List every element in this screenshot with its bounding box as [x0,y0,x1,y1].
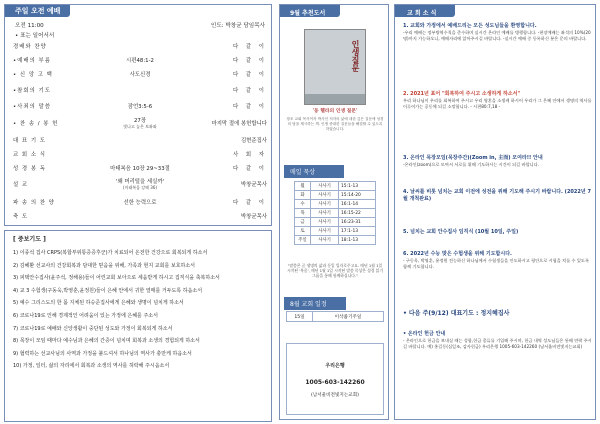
worship-leader: 인도: 박창균 담임목사 [210,23,265,29]
prayer-item: 1) 이종석 집사 CRPS(복합부위통증증후군)가 치료되어 온전한 건강으로 회복되게 하소서 [13,250,208,256]
book-cover-image [304,29,366,105]
book-description: 창조 교회 목사이자 박사인 저자의 삶에 대한 깊은 질문에 성경의 답을 제시하는 책. 인생 중대한 질문들을 해결할 수 있도록 하였습니다. [286,117,384,131]
prayer-item: 4) 교 3 수험생(구동욱,박영훈,윤정원)들이 은혜 안에서 귀한 열매를 거두도록 하옵소서 [13,287,203,294]
worship-row: 설 교 '왜 머리털을 세실까' (마태복음 강해 36) 박창균목사 [13,179,267,190]
prayer-item: 6) 코로나19로 인해 경제적인 어려움이 있는 가정에 은혜를 주소서 [13,312,158,319]
worship-time: 오전 11:00 [15,23,44,29]
worship-row: 교 회 소 식 사 회 자 [13,152,267,158]
worship-row: • 찬 송 / 봉 헌 27장 빛나고 높은 보좌와 마지막 절에 봉헌합니다 [13,118,267,129]
book-title: 인생질문 [351,40,360,72]
meal-table [294,181,376,245]
prayer-box [4,230,272,422]
news-header: 교 회 소 식 [395,5,455,17]
prayer-title: [ 중보기도 ] [13,236,46,243]
worship-row: 파 송 의 찬 양 선한 능력으로 다 같 이 [13,200,267,206]
news-column [394,4,596,420]
middle-column [279,4,389,420]
worship-row: 성 경 봉 독 마태복음 10장 29~33절 다 같 이 [13,166,267,172]
worship-row: •예배의 부름 시편48:1-2 다 같 이 [13,58,267,64]
table-row: 수 사사기 16:1-14 [295,200,376,209]
news-item: 1. 교회와 가정에서 예배드리는 모든 성도님들을 환영합니다. -우리 예배는 정부방역수칙을 준수하며 실시간 온라인 예배를 병행합니다. -현장예배는 좌석의 10%(20명)까지 가능하오니, 예배자리에 앉아주시길 바랍니다. -실시간 예배 중 등록하신 분은 문의 바랍니다. [403,23,591,41]
worship-subtitle: • 표는 일어서서 [15,33,55,39]
table-row: 주일 사사기 18:1-13 [295,236,376,245]
table-row: 화 사사기 15:14-20 [295,191,376,200]
donation-box [286,343,384,415]
prayer-item: 10) 가정, 일터, 삶의 자리에서 회복과 소생의 역사를 허락해 주시옵소서 [13,363,170,370]
news-item: 2. 2021년 표어 "회복하여 주시고 소생하게 하소서" 우리 하나님이 우리를 회복하여 주시고 우리 영혼을 소생케 하시어 우리가 그 은혜 안에서 생명의 역사를 이루어가는 공동체 되길 소망합니다. - 시편80:7,18 - [403,91,592,109]
meal-header: 매일 묵상 [284,165,344,178]
prayer-item: 5) 예수 그리스도의 한 몸 지체된 하승준집사에게 은혜와 생명이 넘치게 하소서 [13,300,184,307]
donation-holder: (남서울비전빛지는교회) [311,393,359,398]
worship-header: 주일 오전 예배 [5,5,70,17]
schedule-header: 8월 교회 일정 [284,297,346,310]
prayer-item: 9) 협력하는 선교사님의 사역과 가정을 붙드셔서 하나님의 역사가 충만케 하옵소서 [13,350,192,357]
books-header: 9월 추천도서 [280,5,340,17]
news-item: 5. 넘치는 교회 안수집사 임직식 (10월 10일, 주일) [403,229,519,235]
worship-row: 축 도 박창균목사 [13,214,267,220]
left-column [4,4,272,420]
table-row: 월 사사기 15:1-13 [295,182,376,191]
book-caption: '동 헬라의 인생 질문' [312,109,358,114]
table-row: 금 사사기 16:23-31 [295,218,376,227]
prayer-item: 2) 김혜환 선교사의 건강회복과 담대한 믿음을 위해, 가족과 현지 교회를 보호하소서 [13,262,196,269]
news-item: • 다음 주(9/12) 대표기도 : 정지혜집사 [403,310,510,317]
news-item: • 온라인 헌금 안내 - 온라인으로 헌금을 보내실 때는 성함,헌금 종류를 기입해 주시며, 헌금 내역 성도님들은 통해 연락 주시길 바랍니다. 예) 홍길동(십일조, 감사헌금) 우리은행 1005-603-142260 (남서울비전빛지는교회) [403,331,592,349]
news-item: 6. 2022년 수능 맞은 수험생을 위해 기도합시다. - 구동욱, 박영훈, 윤정원 전능하신 하나님께서 수험생들을 인도하시고 평안으로 시험을 치를 수 있도록 함께 기도합니다. [403,251,589,269]
worship-order-box [4,4,272,226]
worship-row: • 신 앙 고 백 사도신경 다 같 이 [13,72,267,78]
meal-note: "말씀은 곧 생명의 삶과 동일 입자로주고요. 매년 1월 1일 시작된 '복음', 매년 1월 1일 시작된 말씀 묵상은 성경 읽기 그룹을 통해 함께하십니다." [286,263,383,278]
table-row: 토 사사기 17:1-13 [295,227,376,236]
worship-top [15,21,265,39]
prayer-item: 7) 코로나19로 예배와 신앙생활이 중단된 성도와 가정이 회복되게 하소서 [13,325,173,332]
prayer-item: 3) 피택안수집사(윤주석, 정해용)들이 어린교회 보아으로 세움받게 하시고 집직식을 축복하소서 [13,275,220,282]
worship-row: 경배와 찬양 다 같 이 [13,44,267,50]
table-row: 15일 이삭줍기주일 [287,312,384,322]
worship-row: •참회의 기도 다 같 이 [13,88,267,94]
table-row: 목 사사기 16:15-22 [295,209,376,218]
worship-row: 대 표 기 도 김현준집사 [13,138,267,144]
donation-bank: 우리은행 [325,363,345,369]
news-item: 3. 온라인 목장모임(목장주간)(Zoom in, 主而) 모여라!! 안내 -온라인(zoom)으로 모여서 서로를 위해 기도하시는 시간이 되길 바랍니다. [403,155,543,167]
donation-account: 1005-603-142260 [305,379,365,386]
schedule-table [286,311,384,322]
news-item: 4. 날씨를 비롯 넘치는 교회 이전에 성전을 위해 기도해 주시기 바랍니다. (2022년 7월 개척완료) [403,189,591,202]
worship-row: •사죄의 말씀 잠언3:5-6 다 같 이 [13,104,267,110]
prayer-list [13,247,269,373]
prayer-item: 8) 목장이 모임 때마다 예수님과 은혜의 간증이 넘치며 회복과 소생의 경험되게 하소서 [13,338,200,345]
